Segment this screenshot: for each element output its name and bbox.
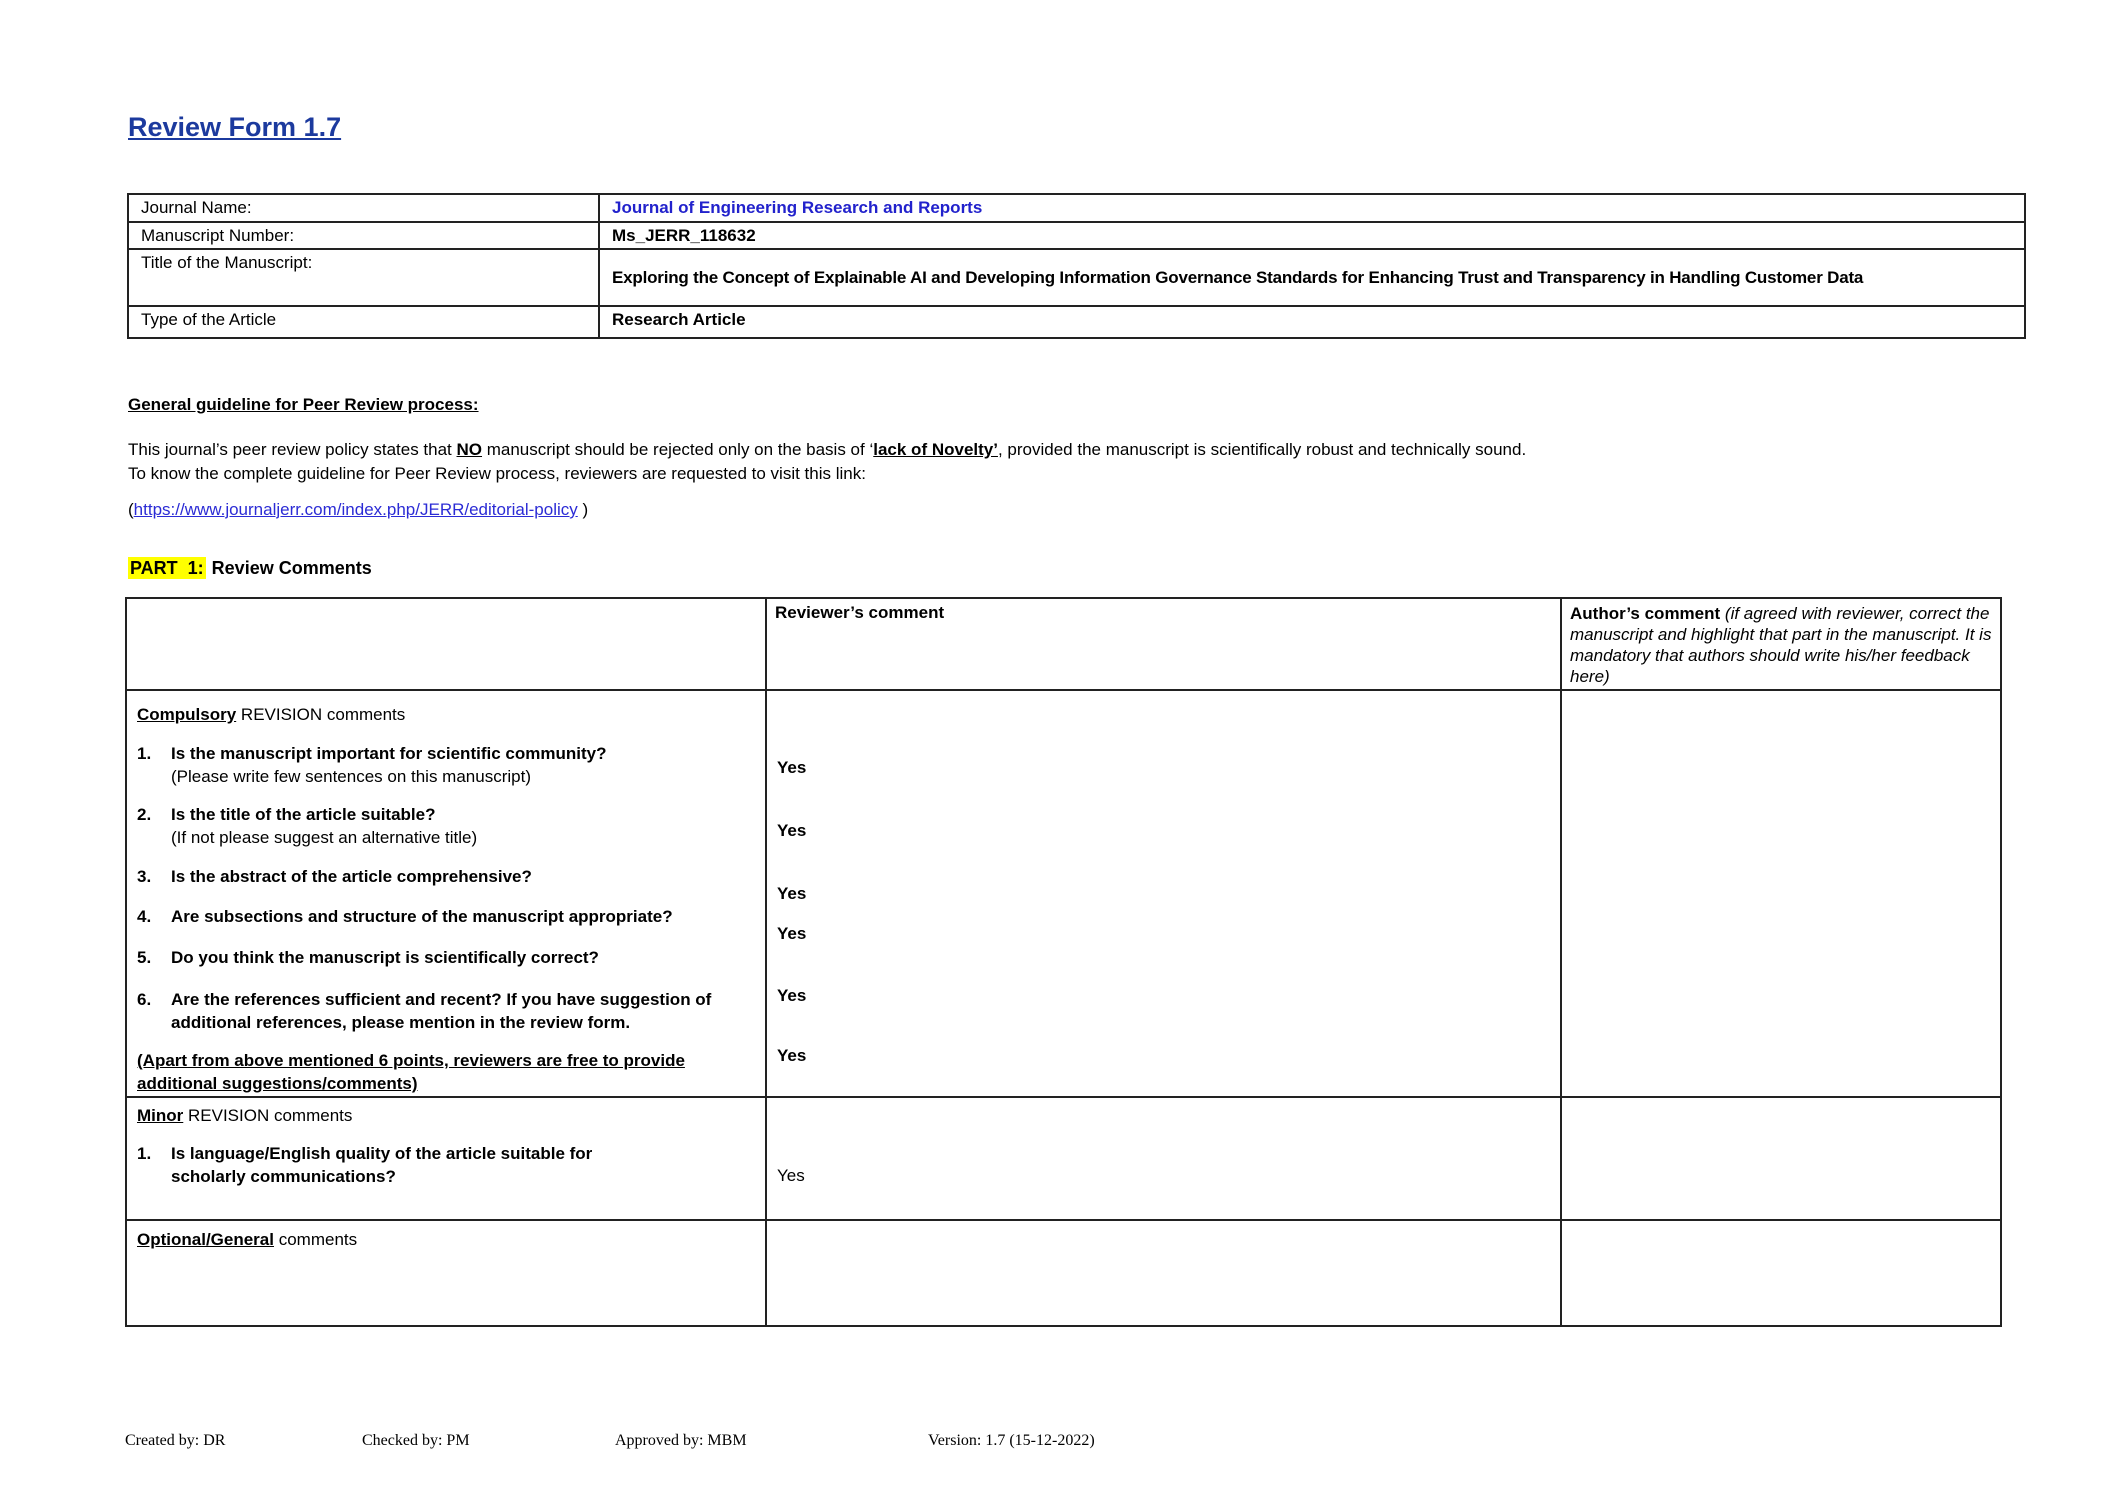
table-row: [128, 249, 2025, 306]
question-note: (If not please suggest an alternative title): [171, 828, 478, 847]
reviewer-comment-header: Reviewer’s comment: [766, 598, 1561, 690]
author-comment-header-bold: Author’s comment: [1570, 604, 1721, 623]
answer-q5: Yes: [777, 986, 807, 1005]
table-header-row: [126, 598, 2001, 690]
optional-reviewer-cell: [766, 1220, 1561, 1326]
minor-label-bold: Minor: [137, 1106, 184, 1125]
guideline-text-1: This journal’s peer review policy states that: [128, 440, 457, 459]
compulsory-author-feedback-cell: [1561, 690, 2001, 1097]
guideline-text-line2: To know the complete guideline for Peer Review process, reviewers are requested to visit this link:: [128, 463, 866, 483]
question-number: 6.: [137, 990, 152, 1009]
answer-q4: Yes: [777, 924, 807, 943]
question-text: Is language/English quality of the article suitable for scholarly communications?: [171, 1144, 593, 1186]
question-item-3: [137, 865, 755, 888]
part1-badge: PART 1:: [130, 558, 204, 578]
page-title: Review Form 1.7: [128, 112, 342, 142]
compulsory-label-rest: REVISION comments: [236, 705, 406, 724]
author-comment-header-italic: (if agreed with reviewer, correct the manuscript and highlight that part in the manuscript. It is mandatory that authors should write his/her feedback here): [1570, 604, 1992, 686]
guideline-novelty-emphasis: lack of Novelty’: [873, 440, 998, 459]
compulsory-section-label: [137, 705, 755, 725]
article-type-value: Research Article: [599, 306, 2025, 338]
journal-name-label: Journal Name:: [128, 194, 599, 222]
manuscript-title-label: Title of the Manuscript:: [128, 249, 599, 306]
manuscript-title-value: Exploring the Concept of Explainable AI and Developing Information Governance Standards for Enhancing Trust and Transparency in Handling Customer Data: [599, 249, 2025, 306]
question-item-6: [137, 988, 755, 1034]
footer-version: Version: 1.7 (15-12-2022): [928, 1432, 1095, 1449]
journal-name-value: Journal of Engineering Research and Reports: [599, 194, 2025, 222]
part1-label: Review Comments: [211, 558, 372, 578]
minor-answer: Yes: [777, 1166, 805, 1185]
question-number: 4.: [137, 907, 152, 926]
optional-comments-row: [126, 1220, 2001, 1326]
minor-questions-cell: [126, 1097, 766, 1220]
compulsory-questions-cell: [126, 690, 766, 1097]
question-note: (Please write few sentences on this manuscript): [171, 767, 531, 786]
author-comment-header: [1561, 598, 2001, 690]
question-item-2: [137, 803, 755, 849]
review-comments-table: [125, 597, 2002, 1327]
optional-author-feedback-cell: [1561, 1220, 2001, 1326]
question-item-4: [137, 905, 755, 928]
question-text: Are the references sufficient and recent? If you have suggestion of additional references, please mention in the review form.: [171, 990, 712, 1032]
question-text: Are subsections and structure of the manuscript appropriate?: [171, 907, 673, 926]
part1-heading: [128, 558, 372, 579]
minor-label-rest: REVISION comments: [183, 1106, 353, 1125]
guideline-heading: General guideline for Peer Review process:: [128, 395, 479, 414]
answer-q3: Yes: [777, 884, 807, 903]
footer-created-by: Created by: DR: [125, 1432, 226, 1449]
answer-q6: Yes: [777, 1046, 807, 1065]
question-item-5: [137, 946, 755, 969]
minor-reviewer-answer-cell: [766, 1097, 1561, 1220]
question-number: 3.: [137, 867, 152, 886]
question-text: Is the abstract of the article comprehensive?: [171, 867, 532, 886]
editorial-policy-link[interactable]: https://www.journaljerr.com/index.php/JERR/editorial-policy: [133, 500, 578, 519]
optional-label-bold: Optional/General: [137, 1230, 274, 1249]
manuscript-number-label: Manuscript Number:: [128, 222, 599, 249]
apart-note: (Apart from above mentioned 6 points, reviewers are free to provide additional suggestions/comments): [137, 1051, 685, 1093]
minor-author-feedback-cell: [1561, 1097, 2001, 1220]
compulsory-reviewer-answers-cell: [766, 690, 1561, 1097]
minor-section-label: [137, 1106, 755, 1126]
paren-close: ): [577, 500, 589, 519]
guideline-paragraph: [128, 438, 2008, 485]
question-number: 1.: [137, 1144, 152, 1163]
question-text: Is the title of the article suitable? (If not please suggest an alternative title): [171, 805, 478, 847]
paren-open: (: [128, 500, 134, 519]
question-number: 2.: [137, 805, 152, 824]
editorial-policy-line: [128, 500, 588, 520]
optional-label-rest: comments: [273, 1230, 358, 1249]
guideline-no-emphasis: NO: [456, 440, 483, 459]
optional-comments-cell: [126, 1220, 766, 1326]
question-item-1: [137, 742, 755, 788]
optional-section-label: [137, 1230, 755, 1250]
question-number: 5.: [137, 948, 152, 967]
question-text: Do you think the manuscript is scientifically correct?: [171, 948, 599, 967]
table-row: [128, 222, 2025, 249]
question-text: Is the manuscript important for scientific community? (Please write few sentences on this manuscript): [171, 744, 607, 786]
guideline-text-2: manuscript should be rejected only on the basis of ‘: [482, 440, 874, 459]
table-row: [128, 194, 2025, 222]
footer-checked-by: Checked by: PM: [362, 1432, 470, 1449]
footer-approved-by: Approved by: MBM: [615, 1432, 747, 1449]
table-row: [128, 306, 2025, 338]
answer-q1: Yes: [777, 758, 807, 777]
compulsory-label-bold: Compulsory: [137, 705, 237, 724]
manuscript-number-value: Ms_JERR_118632: [599, 222, 2025, 249]
article-type-label: Type of the Article: [128, 306, 599, 338]
minor-revision-row: [126, 1097, 2001, 1220]
compulsory-revision-row: [126, 690, 2001, 1097]
question-number: 1.: [137, 744, 152, 763]
minor-question-item: [137, 1142, 755, 1188]
guideline-text-3: , provided the manuscript is scientifically robust and technically sound.: [997, 440, 1527, 459]
answer-q2: Yes: [777, 821, 807, 840]
manuscript-info-table: [127, 193, 2026, 339]
header-empty-cell: [126, 598, 766, 690]
